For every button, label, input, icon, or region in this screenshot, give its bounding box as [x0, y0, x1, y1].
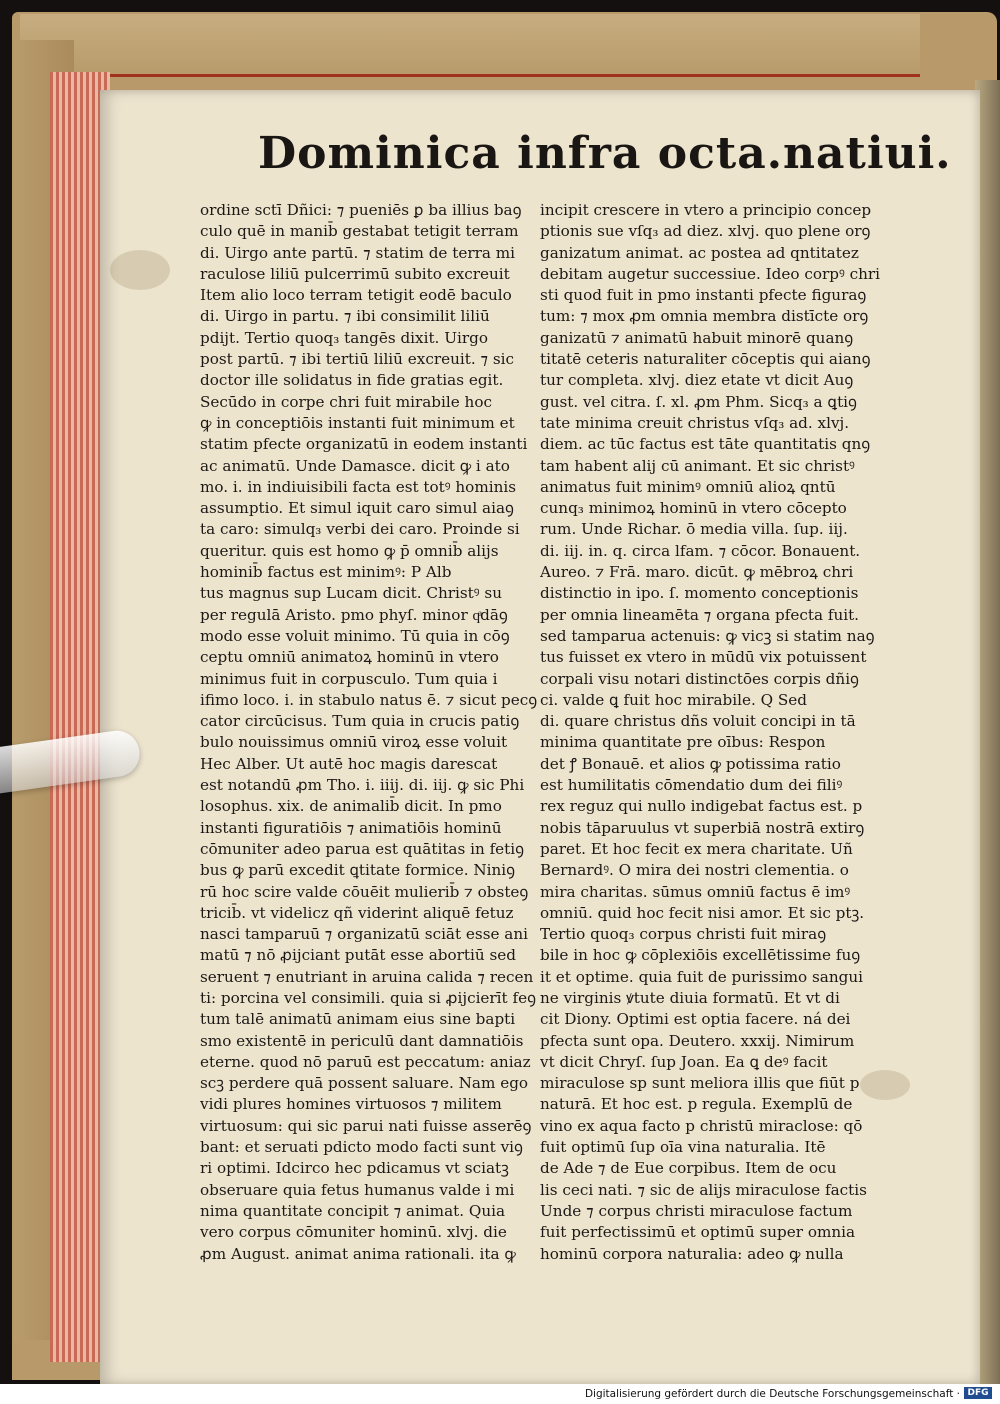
text-line: lis ceci nati. ⁊ sic de alijs miraculose factis [540, 1180, 867, 1199]
text-line: tricib̄. vt videlicz qñ viderint aliquē fetuz [200, 903, 514, 922]
text-line: vero corpus cōmuniter hominū. xlvj. die [200, 1223, 507, 1242]
text-line: di. Uirgo ante partū. ⁊ statim de terra mi [200, 243, 515, 262]
text-line: hominib̄ factus est minimꝰ: P Alb [200, 563, 452, 582]
text-line: paret. Et hoc fecit ex mera charitate. Uñ [540, 839, 853, 858]
text-line: ifimo loco. i. in stabulo natus ē. ⁊ sicut pecꝯ [200, 690, 538, 709]
text-line: scꝫ perdere quā possent saluare. Nam ego [200, 1074, 529, 1093]
text-line: sti quod fuit in pmo instanti pfecte figuraꝯ [540, 286, 867, 305]
text-line: est notandū ꝓm Tho. i. iiij. di. iij. ꝙ sic Phi [200, 776, 525, 795]
text-line: doctor ille solidatus in fide gratias egit. [200, 371, 504, 390]
text-line: de Ade ⁊ de Eue corpibus. Item de ocu [540, 1159, 837, 1178]
text-line: gust. vel citra. ſ. xl. ꝓm Phm. Sicq₃ a ꝗtiꝯ [540, 392, 857, 411]
text-line: miraculose sp sunt meliora illis que fiūt p [540, 1074, 860, 1093]
text-line: mira charitas. sūmus omniū factus ē imꝰ [540, 882, 851, 901]
text-line: bus ꝙ parū excedit ꝗtitate formice. Niniꝯ [200, 861, 516, 880]
text-line: fuit optimū ſup oīa vina naturalia. Itē [540, 1138, 826, 1157]
right-text-column [540, 200, 885, 1265]
text-line: ptionis sue vſq₃ ad diez. xlvj. quo plene orꝯ [540, 222, 871, 241]
text-line: pdijt. Tertio quoq₃ tangēs dixit. Uirgo [200, 328, 488, 347]
text-line: animatus fuit minimꝰ omniū alioꝝ qntū [540, 477, 836, 496]
text-line: cator circūcisus. Tum quia in crucis patiꝯ [200, 712, 520, 731]
text-line: Tertio quoq₃ corpus christi fuit miraꝯ [540, 925, 827, 944]
text-line: ceptu omniū animatoꝝ hominū in vtero [200, 648, 499, 667]
text-line: nasci tamparuū ⁊ organizatū sciāt esse ani [200, 925, 528, 944]
dfg-logo: DFG [964, 1387, 992, 1399]
text-line: Hec Alber. Ut autē hoc magis darescat [200, 754, 498, 773]
cover-top-edge [20, 14, 920, 77]
text-line: Secūdo in corpe chri fuit mirabile hoc [200, 392, 492, 411]
text-line: Aureo. ⁊ Frā. maro. dicūt. ꝙ mēbroꝝ chri [540, 563, 854, 582]
text-line: omniū. quid hoc fecit nisi amor. Et sic ptꝫ. [540, 903, 865, 922]
text-line: det ꝭ Bonauē. et alios ꝙ potissima ratio [540, 754, 841, 773]
text-line: minima quantitate pre oībus: Respon [540, 733, 826, 752]
text-line: est humilitatis cōmendatio dum dei filiꝰ [540, 776, 843, 795]
text-line: sed tamparua actenuis: ꝙ vicꝫ si statim naꝯ [540, 626, 875, 645]
text-line: ta caro: simulq₃ verbi dei caro. Proinde si [200, 520, 520, 539]
text-line: assumptio. Et simul iquit caro simul aiaꝯ [200, 499, 514, 518]
text-line: pfecta sunt opa. Deutero. xxxij. Nimirum [540, 1031, 855, 1050]
text-line: ꝓm August. animat anima rationali. ita ꝙ [200, 1244, 516, 1263]
text-line: vidi plures homines virtuosos ⁊ militem [200, 1095, 502, 1114]
text-line: tus magnus sup Lucam dicit. Christꝰ su [200, 584, 502, 603]
text-line: eterne. quod nō paruū est peccatum: aniaz [200, 1052, 531, 1071]
left-text-column [200, 200, 545, 1265]
text-line: distinctio in ipo. ſ. momento conceptionis [540, 584, 859, 603]
text-line: naturā. Et hoc est. p regula. Exemplū de [540, 1095, 853, 1114]
text-line: ne virginis ꝟtute diuia formatū. Et vt di [540, 988, 840, 1007]
text-line: di. iij. in. q. circa lfam. ⁊ cōcor. Bonauent. [540, 541, 861, 560]
text-line: rex reguz qui nullo indigebat factus est. p [540, 797, 863, 816]
text-line: ordine sctī Dñici: ⁊ pueniēs ꝑ ba illius baꝯ [200, 201, 522, 219]
text-line: cōmuniter adeo parua est quātitas in fetiꝯ [200, 839, 525, 858]
text-line: ti: porcina vel consimili. quia si ꝓijcierīt feꝯ [200, 988, 536, 1007]
text-line: modo esse voluit minimo. Tū quia in cōꝯ [200, 626, 510, 645]
text-line: ci. valde ꝗ fuit hoc mirabile. Q Sed [540, 690, 808, 709]
text-line: tum: ⁊ mox ꝓm omnia membra distīcte orꝯ [540, 307, 869, 326]
text-line: incipit crescere in vtero a principio concep [540, 201, 872, 219]
footer-credit: Digitalisierung gefördert durch die Deutsche Forschungsgemeinschaft · [584, 1388, 960, 1400]
text-line: per omnia lineamēta ⁊ organa pfecta fuit. [540, 605, 860, 624]
text-line: rū hoc scire valde cōuēit mulierib̄ ⁊ obsteꝯ [200, 882, 529, 901]
text-line: queritur. quis est homo ꝙ p̄ omnib̄ alijs [200, 541, 499, 560]
text-line: ganizatum animat. ac postea ad qntitatez [540, 243, 859, 262]
text-line: Item alio loco terram tetigit eodē baculo [200, 286, 512, 305]
text-line: ꝙ in conceptiōis instanti fuit minimum et [200, 413, 515, 432]
text-line: tur completa. xlvj. diez etate vt dicit Auꝯ [540, 371, 854, 390]
text-line: nima quantitate concipit ⁊ animat. Quia [200, 1201, 506, 1220]
text-line: di. Uirgo in partu. ⁊ ibi consimilit liliū [200, 307, 490, 326]
text-line: statim pfecte organizatū in eodem instanti [200, 435, 528, 454]
text-line: matū ⁊ nō ꝓijciant putāt esse abortiū sed [200, 946, 516, 965]
page-heading: Dominica infra octa.natiui. [258, 128, 952, 179]
text-line: instanti figuratiōis ⁊ animatiōis hominū [200, 818, 502, 837]
text-line: seruent ⁊ enutriant in aruina calida ⁊ recen [200, 967, 534, 986]
text-line: losophus. xix. de animalib̄ dicit. In pmo [200, 797, 502, 816]
text-line: di. quare christus dñs voluit concipi in tā [540, 712, 856, 731]
text-line: debitam augetur successiue. Ideo corpꝰ chri [540, 264, 880, 283]
text-line: obseruare quia fetus humanus valde i mi [200, 1180, 515, 1199]
text-line: minimus fuit in corpusculo. Tum quia i [200, 669, 498, 688]
text-line: raculose liliū pulcerrimū subito excreuit [200, 264, 510, 283]
text-line: titatē ceteris naturaliter cōceptis qui aianꝯ [540, 350, 871, 369]
text-line: it et optime. quia fuit de purissimo sangui [540, 967, 863, 986]
text-line: fuit perfectissimū et optimū super omnia [540, 1223, 856, 1242]
text-line: ri optimi. Idcirco hec pdicamus vt sciatꝫ [200, 1159, 509, 1178]
text-line: ac animatū. Unde Damasce. dicit ꝙ i ato [200, 456, 510, 475]
text-line: post partū. ⁊ ibi tertiū liliū excreuit. ⁊ sic [200, 350, 515, 369]
text-line: culo quē in manib̄ gestabat tetigit terram [200, 222, 519, 241]
text-line: Unde ⁊ corpus christi miraculose factum [540, 1201, 853, 1220]
text-line: Bernardꝰ. O mira dei nostri clementia. o [540, 861, 849, 880]
text-line: per regulā Aristo. pmo phyſ. minor qͣdāꝯ [200, 605, 508, 624]
text-line: smo existentē in periculū dant damnatiōis [200, 1031, 524, 1050]
text-line: vino ex aqua facto p christū miraclose: qō [540, 1116, 863, 1135]
text-line: tate minima creuit christus vſq₃ ad. xlvj. [540, 413, 850, 432]
text-line: cunq₃ minimoꝝ hominū in vtero cōcepto [540, 499, 847, 518]
text-line: ganizatū ⁊ animatū habuit minorē quanꝯ [540, 328, 854, 347]
text-line: virtuosum: qui sic parui nati fuisse asserēꝯ [200, 1116, 532, 1135]
text-line: bulo nouissimus omniū viroꝝ esse voluit [200, 733, 508, 752]
text-line: diem. ac tūc factus est tāte quantitatis qnꝯ [540, 435, 871, 454]
text-line: rum. Unde Richar. ō media villa. ſup. iij. [540, 520, 848, 539]
text-line: tum talē animatū animam eius sine bapti [200, 1010, 516, 1029]
text-line: tus fuisset ex vtero in mūdū vix potuissent [540, 648, 867, 667]
text-line: tam habent alij cū animant. Et sic christꝰ [540, 456, 855, 475]
text-line: corpali visu notari distinctōes corpis dñiꝯ [540, 669, 859, 688]
text-line: mo. i. in indiuisibili facta est totꝰ hominis [200, 477, 517, 496]
text-line: nobis tāparuulus vt superbiā nostrā extirꝯ [540, 818, 865, 837]
text-line: cit Diony. Optimi est optia facere. ná dei [540, 1010, 851, 1029]
text-line: bant: et seruati pdicto modo facti sunt viꝯ [200, 1138, 523, 1157]
text-line: hominū corpora naturalia: adeo ꝙ nulla [540, 1244, 844, 1263]
text-line: bile in hoc ꝙ cōplexiōis excellētissime fuꝯ [540, 946, 861, 965]
paper-stain [110, 250, 170, 290]
text-line: vt dicit Chryſ. ſup Joan. Ea ꝗ deꝰ facit [540, 1052, 828, 1071]
